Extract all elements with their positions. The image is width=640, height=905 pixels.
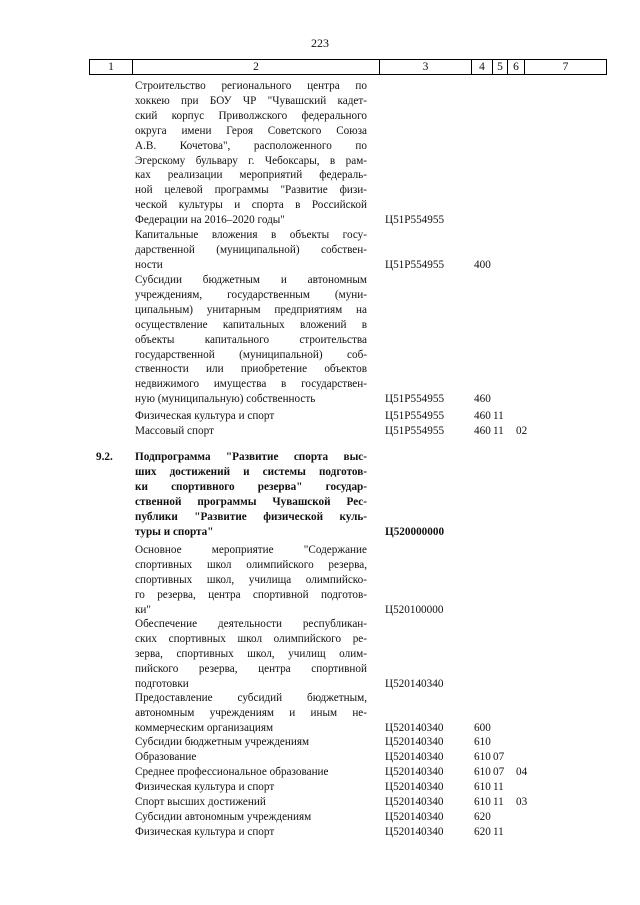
- section-code: 11: [493, 410, 504, 422]
- section-code: 07: [493, 766, 505, 778]
- row-name-line: ственности или приобретение объектов: [135, 363, 367, 376]
- target-code: Ц51Р554955: [385, 393, 445, 406]
- row-name-line: А.В. Кочетова", расположенного по: [135, 139, 367, 152]
- expense-type: 610: [474, 796, 491, 808]
- expense-type: 610: [474, 736, 491, 748]
- target-code: Ц520140340: [385, 796, 444, 808]
- expense-type: 400: [474, 258, 491, 271]
- row-name-line: Физическая культура и спорт: [135, 826, 275, 838]
- section-number: 9.2.: [96, 451, 113, 463]
- row-name: [135, 825, 367, 840]
- row-name: [135, 617, 367, 692]
- target-code: Ц520140340: [385, 781, 444, 793]
- row-name: [135, 735, 367, 750]
- target-code: Ц520140340: [385, 677, 444, 690]
- row-name-line: Среднее профессиональное образование: [135, 766, 329, 778]
- row-name: [135, 795, 367, 810]
- subsection-code: 03: [516, 796, 528, 808]
- row-name: [135, 765, 367, 780]
- row-name-line: ципальным) унитарным предприятиям на: [135, 303, 367, 316]
- row-name: [135, 750, 367, 765]
- subsection-code: 02: [516, 425, 528, 437]
- target-code: Ц520140340: [385, 811, 444, 823]
- row-name-line: Физическая культура и спорт: [135, 781, 275, 793]
- target-code: Ц520140340: [385, 736, 444, 748]
- row-name: [135, 780, 367, 795]
- row-name: [135, 810, 367, 825]
- header-col-2: 2: [132, 60, 379, 74]
- header-col-1: 1: [108, 61, 114, 73]
- row-name-line: ших достижений и системы подготов-: [135, 465, 367, 478]
- expense-type: 460: [474, 425, 491, 437]
- header-col-4: 4: [471, 60, 492, 74]
- section-code: 11: [493, 796, 504, 808]
- row-name-line: хоккею при БОУ ЧР "Чувашский кадет-: [135, 94, 367, 107]
- page-number: 223: [311, 36, 329, 50]
- target-code: Ц520140340: [385, 826, 444, 838]
- target-code: Ц51Р554955: [385, 258, 445, 271]
- row-name-line: ки спортивного резерва" государ-: [135, 480, 367, 493]
- row-name-line: ки": [135, 603, 151, 616]
- row-name: [135, 691, 367, 736]
- header-col-6: 6: [507, 60, 524, 74]
- target-code: Ц520140340: [385, 721, 444, 734]
- header-col-7: 7: [524, 60, 606, 74]
- row-name: [135, 424, 367, 439]
- target-code: Ц51Р554955: [385, 425, 445, 437]
- row-name-line: недвижимого имущества в государствен-: [135, 378, 367, 391]
- row-name-line: дарственной (муниципальной) собствен-: [135, 243, 367, 256]
- expense-type: 610: [474, 751, 491, 763]
- section-code: 11: [493, 425, 504, 437]
- expense-type: 620: [474, 811, 491, 823]
- row-name-line: объекты капитального строительства: [135, 333, 367, 346]
- row-name-line: ческой культуры и спорта в Российской: [135, 199, 367, 212]
- row-name-line: Субсидии бюджетным и автономным: [135, 274, 367, 286]
- row-name-line: ский корпус Приволжского федерального: [135, 109, 367, 122]
- row-name-line: ности: [135, 258, 163, 271]
- row-name-line: округа имени Героя Советского Союза: [135, 124, 367, 137]
- row-name: [135, 228, 367, 273]
- row-name-line: Массовый спорт: [135, 425, 214, 437]
- row-name-line: государственной (муниципальной) соб-: [135, 348, 367, 361]
- header-col-3: 3: [379, 60, 471, 74]
- row-name-line: Федерации на 2016–2020 годы": [135, 214, 285, 227]
- target-code: Ц51Р554955: [385, 410, 445, 422]
- expense-type: 600: [474, 721, 491, 734]
- expense-type: 610: [474, 781, 491, 793]
- section-code: 11: [493, 826, 504, 838]
- row-name-line: зерва, спортивных школ, училищ олим-: [135, 647, 367, 660]
- row-name-line: коммерческим организациям: [135, 721, 274, 734]
- row-name-line: ную (муниципальную) собственность: [135, 393, 316, 406]
- row-name: [135, 543, 367, 618]
- row-name-line: пийского резерва, центра спортивной: [135, 662, 367, 675]
- row-name-line: ственной программы Чувашской Рес-: [135, 495, 367, 508]
- section-code: 07: [493, 751, 505, 763]
- row-name-line: Основное мероприятие "Содержание: [135, 544, 367, 556]
- row-name-line: Обеспечение деятельности республикан-: [135, 618, 367, 630]
- row-name-line: ках реализации мероприятий федераль-: [135, 169, 367, 182]
- row-name-line: Субсидии бюджетным учреждениям: [135, 736, 310, 748]
- expense-type: 460: [474, 393, 491, 406]
- row-name-line: осуществление капитальных вложений в: [135, 318, 367, 331]
- expense-type: 610: [474, 766, 491, 778]
- target-code: Ц51Р554955: [385, 214, 445, 227]
- row-name-line: Физическая культура и спорт: [135, 410, 275, 422]
- section-code: 11: [493, 781, 504, 793]
- target-code: Ц520140340: [385, 751, 444, 763]
- row-name-line: ских спортивных школ олимпийского ре-: [135, 632, 367, 645]
- row-name: [135, 450, 367, 539]
- row-name: [135, 79, 367, 228]
- row-name-line: публики "Развитие физической куль-: [135, 510, 367, 523]
- target-code: Ц520100000: [385, 603, 444, 616]
- row-name-line: Предоставление субсидий бюджетным,: [135, 692, 367, 704]
- subsection-code: 04: [516, 766, 528, 778]
- row-name-line: Эгерскому бульвару г. Чебоксары, в рам-: [135, 154, 367, 167]
- row-name-line: Субсидии автономным учреждениям: [135, 811, 312, 823]
- row-name-line: Подпрограмма "Развитие спорта выс-: [135, 451, 367, 463]
- row-name-line: Спорт высших достижений: [135, 796, 266, 808]
- row-name-line: Образование: [135, 751, 197, 763]
- target-code: Ц520140340: [385, 766, 444, 778]
- row-name-line: автономным учреждениям и иным не-: [135, 706, 367, 719]
- row-name-line: Строительство регионального центра по: [135, 80, 367, 92]
- row-name-line: Капитальные вложения в объекты госу-: [135, 229, 367, 241]
- row-name-line: спортивных школ, училища олимпийско-: [135, 573, 367, 586]
- row-name-line: подготовки: [135, 677, 189, 690]
- row-name-line: го резерва, центра спортивной подготов-: [135, 588, 367, 601]
- row-name-line: учреждениям, государственным (муни-: [135, 288, 367, 301]
- target-code: Ц520000000: [385, 525, 445, 538]
- expense-type: 460: [474, 410, 491, 422]
- header-col-5: 5: [492, 60, 507, 74]
- row-name-line: спортивных школ олимпийского резерва,: [135, 558, 367, 571]
- row-name-line: туры и спорта": [135, 525, 214, 538]
- expense-type: 620: [474, 826, 491, 838]
- row-name-line: ной целевой программы "Развитие физи-: [135, 184, 367, 197]
- row-name: [135, 273, 367, 407]
- table-header: [89, 59, 607, 75]
- row-name: [135, 409, 367, 424]
